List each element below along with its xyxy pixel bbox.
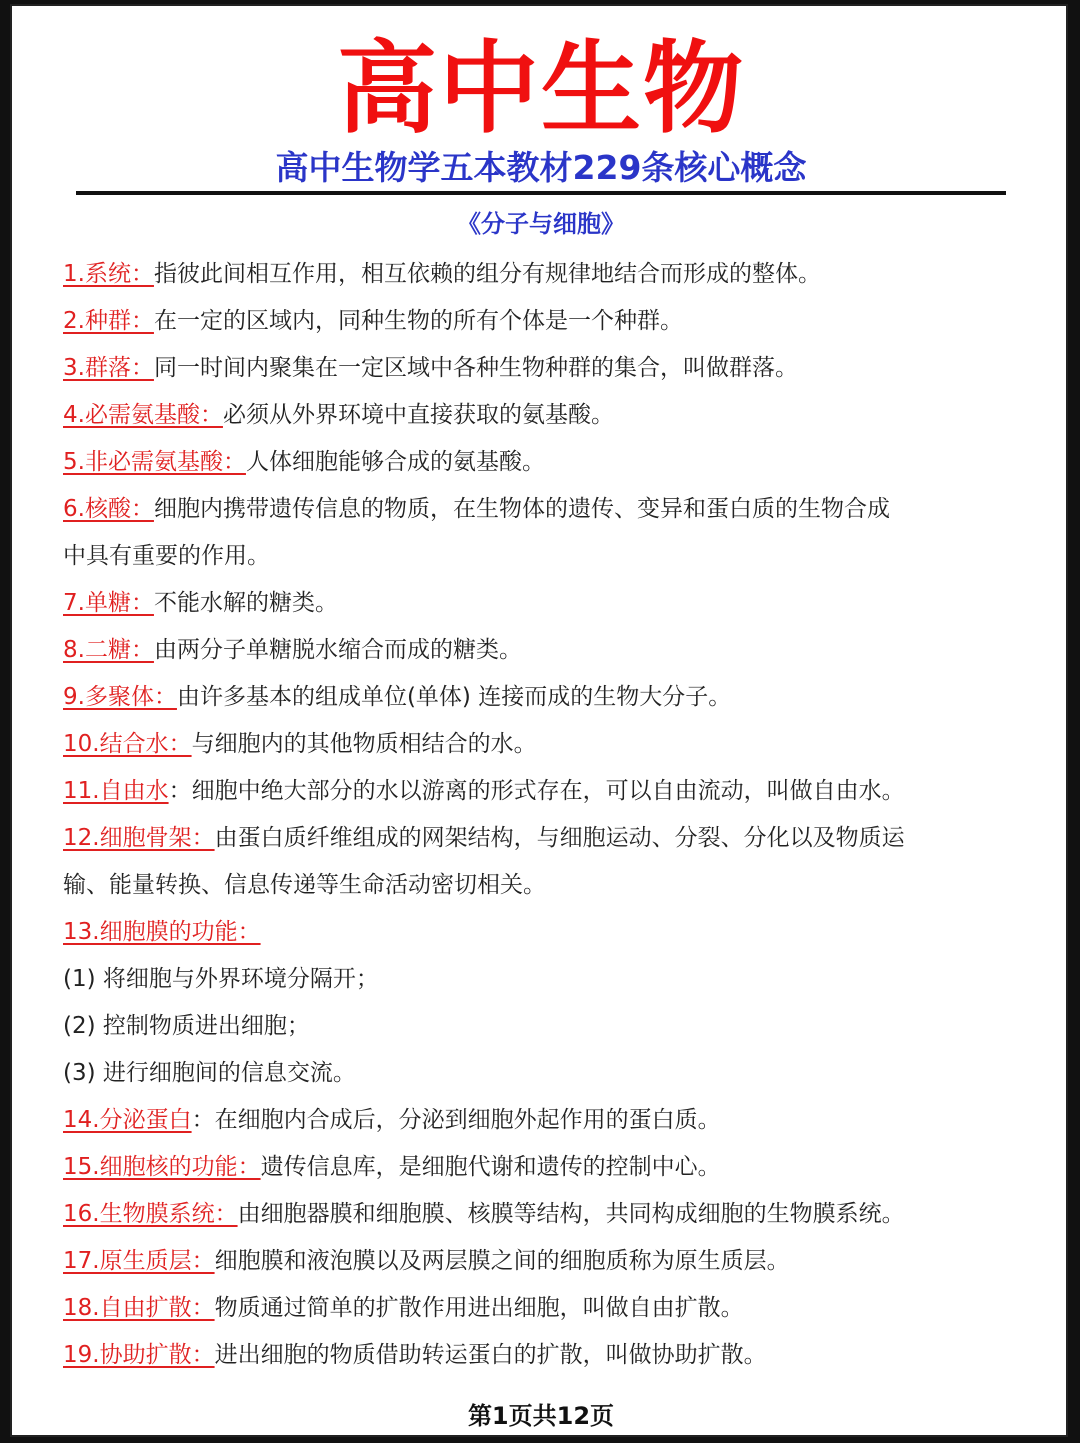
concept-term: 14.分泌蛋白 bbox=[63, 1107, 192, 1133]
concept-term: 4.必需氨基酸： bbox=[63, 402, 223, 428]
concept-item bbox=[63, 1050, 1023, 1097]
concept-definition: 由许多基本的组成单位(单体) 连接而成的生物大分子。 bbox=[176, 684, 732, 710]
concept-term: 2.种群： bbox=[63, 308, 154, 334]
concept-term: 11.自由水 bbox=[63, 778, 169, 804]
document-page bbox=[10, 4, 1068, 1437]
concept-item bbox=[63, 674, 1023, 721]
concept-item bbox=[63, 1332, 1023, 1379]
concept-item bbox=[63, 345, 1023, 392]
concept-term: 9.多聚体： bbox=[63, 684, 177, 710]
page-title: 高中生物 bbox=[337, 30, 745, 147]
concept-definition: ：在细胞内合成后，分泌到细胞外起作用的蛋白质。 bbox=[191, 1107, 721, 1133]
concept-definition: 细胞内携带遗传信息的物质，在生物体的遗传、变异和蛋白质的生物合成 bbox=[153, 496, 890, 522]
concept-item bbox=[63, 1191, 1023, 1238]
concept-list bbox=[63, 251, 1023, 1379]
concept-item bbox=[63, 721, 1023, 768]
concept-term: 16.生物膜系统： bbox=[63, 1201, 238, 1227]
concept-item bbox=[63, 298, 1023, 345]
concept-definition: 遗传信息库，是细胞代谢和遗传的控制中心。 bbox=[260, 1154, 721, 1180]
concept-item bbox=[63, 1144, 1023, 1191]
concept-term: 1.系统： bbox=[63, 261, 154, 287]
concept-definition-continued: 输、能量转换、信息传递等生命活动密切相关。 bbox=[63, 872, 546, 898]
page-number: 第1页共12页 bbox=[467, 1402, 615, 1430]
concept-term: 10.结合水： bbox=[63, 731, 192, 757]
concept-definition: 物质通过简单的扩散作用进出细胞，叫做自由扩散。 bbox=[214, 1295, 744, 1321]
concept-term: 6.核酸： bbox=[63, 496, 154, 522]
page-subtitle: 高中生物学五本教材229条核心概念 bbox=[275, 148, 807, 187]
concept-item bbox=[63, 627, 1023, 674]
concept-item bbox=[63, 251, 1023, 298]
concept-item bbox=[63, 1238, 1023, 1285]
concept-definition: 与细胞内的其他物质相结合的水。 bbox=[191, 731, 537, 757]
concept-term: 15.细胞核的功能： bbox=[63, 1154, 261, 1180]
concept-term: 13.细胞膜的功能： bbox=[63, 919, 261, 945]
concept-definition: 细胞膜和液泡膜以及两层膜之间的细胞质称为原生质层。 bbox=[214, 1248, 790, 1274]
concept-item bbox=[63, 1097, 1023, 1144]
concept-definition: (1) 将细胞与外界环境分隔开； bbox=[63, 966, 379, 992]
concept-term: 17.原生质层： bbox=[63, 1248, 215, 1274]
concept-definition: 由蛋白质纤维组成的网架结构，与细胞运动、分裂、分化以及物质运 bbox=[214, 825, 905, 851]
concept-term: 7.单糖： bbox=[63, 590, 154, 616]
concept-item bbox=[63, 392, 1023, 439]
concept-item bbox=[63, 815, 1023, 862]
concept-definition: 由两分子单糖脱水缩合而成的糖类。 bbox=[153, 637, 522, 663]
concept-definition: 同一时间内聚集在一定区域中各种生物种群的集合，叫做群落。 bbox=[153, 355, 798, 381]
concept-term: 5.非必需氨基酸： bbox=[63, 449, 246, 475]
concept-definition: 指彼此间相互作用，相互依赖的组分有规律地结合而形成的整体。 bbox=[153, 261, 821, 287]
divider bbox=[76, 191, 1006, 195]
concept-item bbox=[63, 909, 1023, 956]
concept-item bbox=[63, 580, 1023, 627]
concept-definition: 进出细胞的物质借助转运蛋白的扩散，叫做协助扩散。 bbox=[214, 1342, 767, 1368]
concept-term: 19.协助扩散： bbox=[63, 1342, 215, 1368]
concept-definition: 由细胞器膜和细胞膜、核膜等结构，共同构成细胞的生物膜系统。 bbox=[237, 1201, 905, 1227]
concept-term: 12.细胞骨架： bbox=[63, 825, 215, 851]
concept-item bbox=[63, 956, 1023, 1003]
section-title: 《分子与细胞》 bbox=[457, 210, 625, 238]
concept-definition: 不能水解的糖类。 bbox=[153, 590, 338, 616]
concept-definition: 人体细胞能够合成的氨基酸。 bbox=[245, 449, 545, 475]
concept-definition: (2) 控制物质进出细胞； bbox=[63, 1013, 310, 1039]
concept-item bbox=[63, 768, 1023, 815]
concept-term: 8.二糖： bbox=[63, 637, 154, 663]
concept-item bbox=[63, 439, 1023, 486]
concept-item bbox=[63, 486, 1023, 533]
concept-term: 18.自由扩散： bbox=[63, 1295, 215, 1321]
concept-definition: ：细胞中绝大部分的水以游离的形式存在，可以自由流动，叫做自由水。 bbox=[168, 778, 905, 804]
concept-definition: 必须从外界环境中直接获取的氨基酸。 bbox=[222, 402, 614, 428]
concept-definition: 在一定的区域内，同种生物的所有个体是一个种群。 bbox=[153, 308, 683, 334]
concept-definition-continued: 中具有重要的作用。 bbox=[63, 543, 270, 569]
concept-term: 3.群落： bbox=[63, 355, 154, 381]
concept-item bbox=[63, 1003, 1023, 1050]
concept-item bbox=[63, 1285, 1023, 1332]
concept-definition: (3) 进行细胞间的信息交流。 bbox=[63, 1060, 356, 1086]
